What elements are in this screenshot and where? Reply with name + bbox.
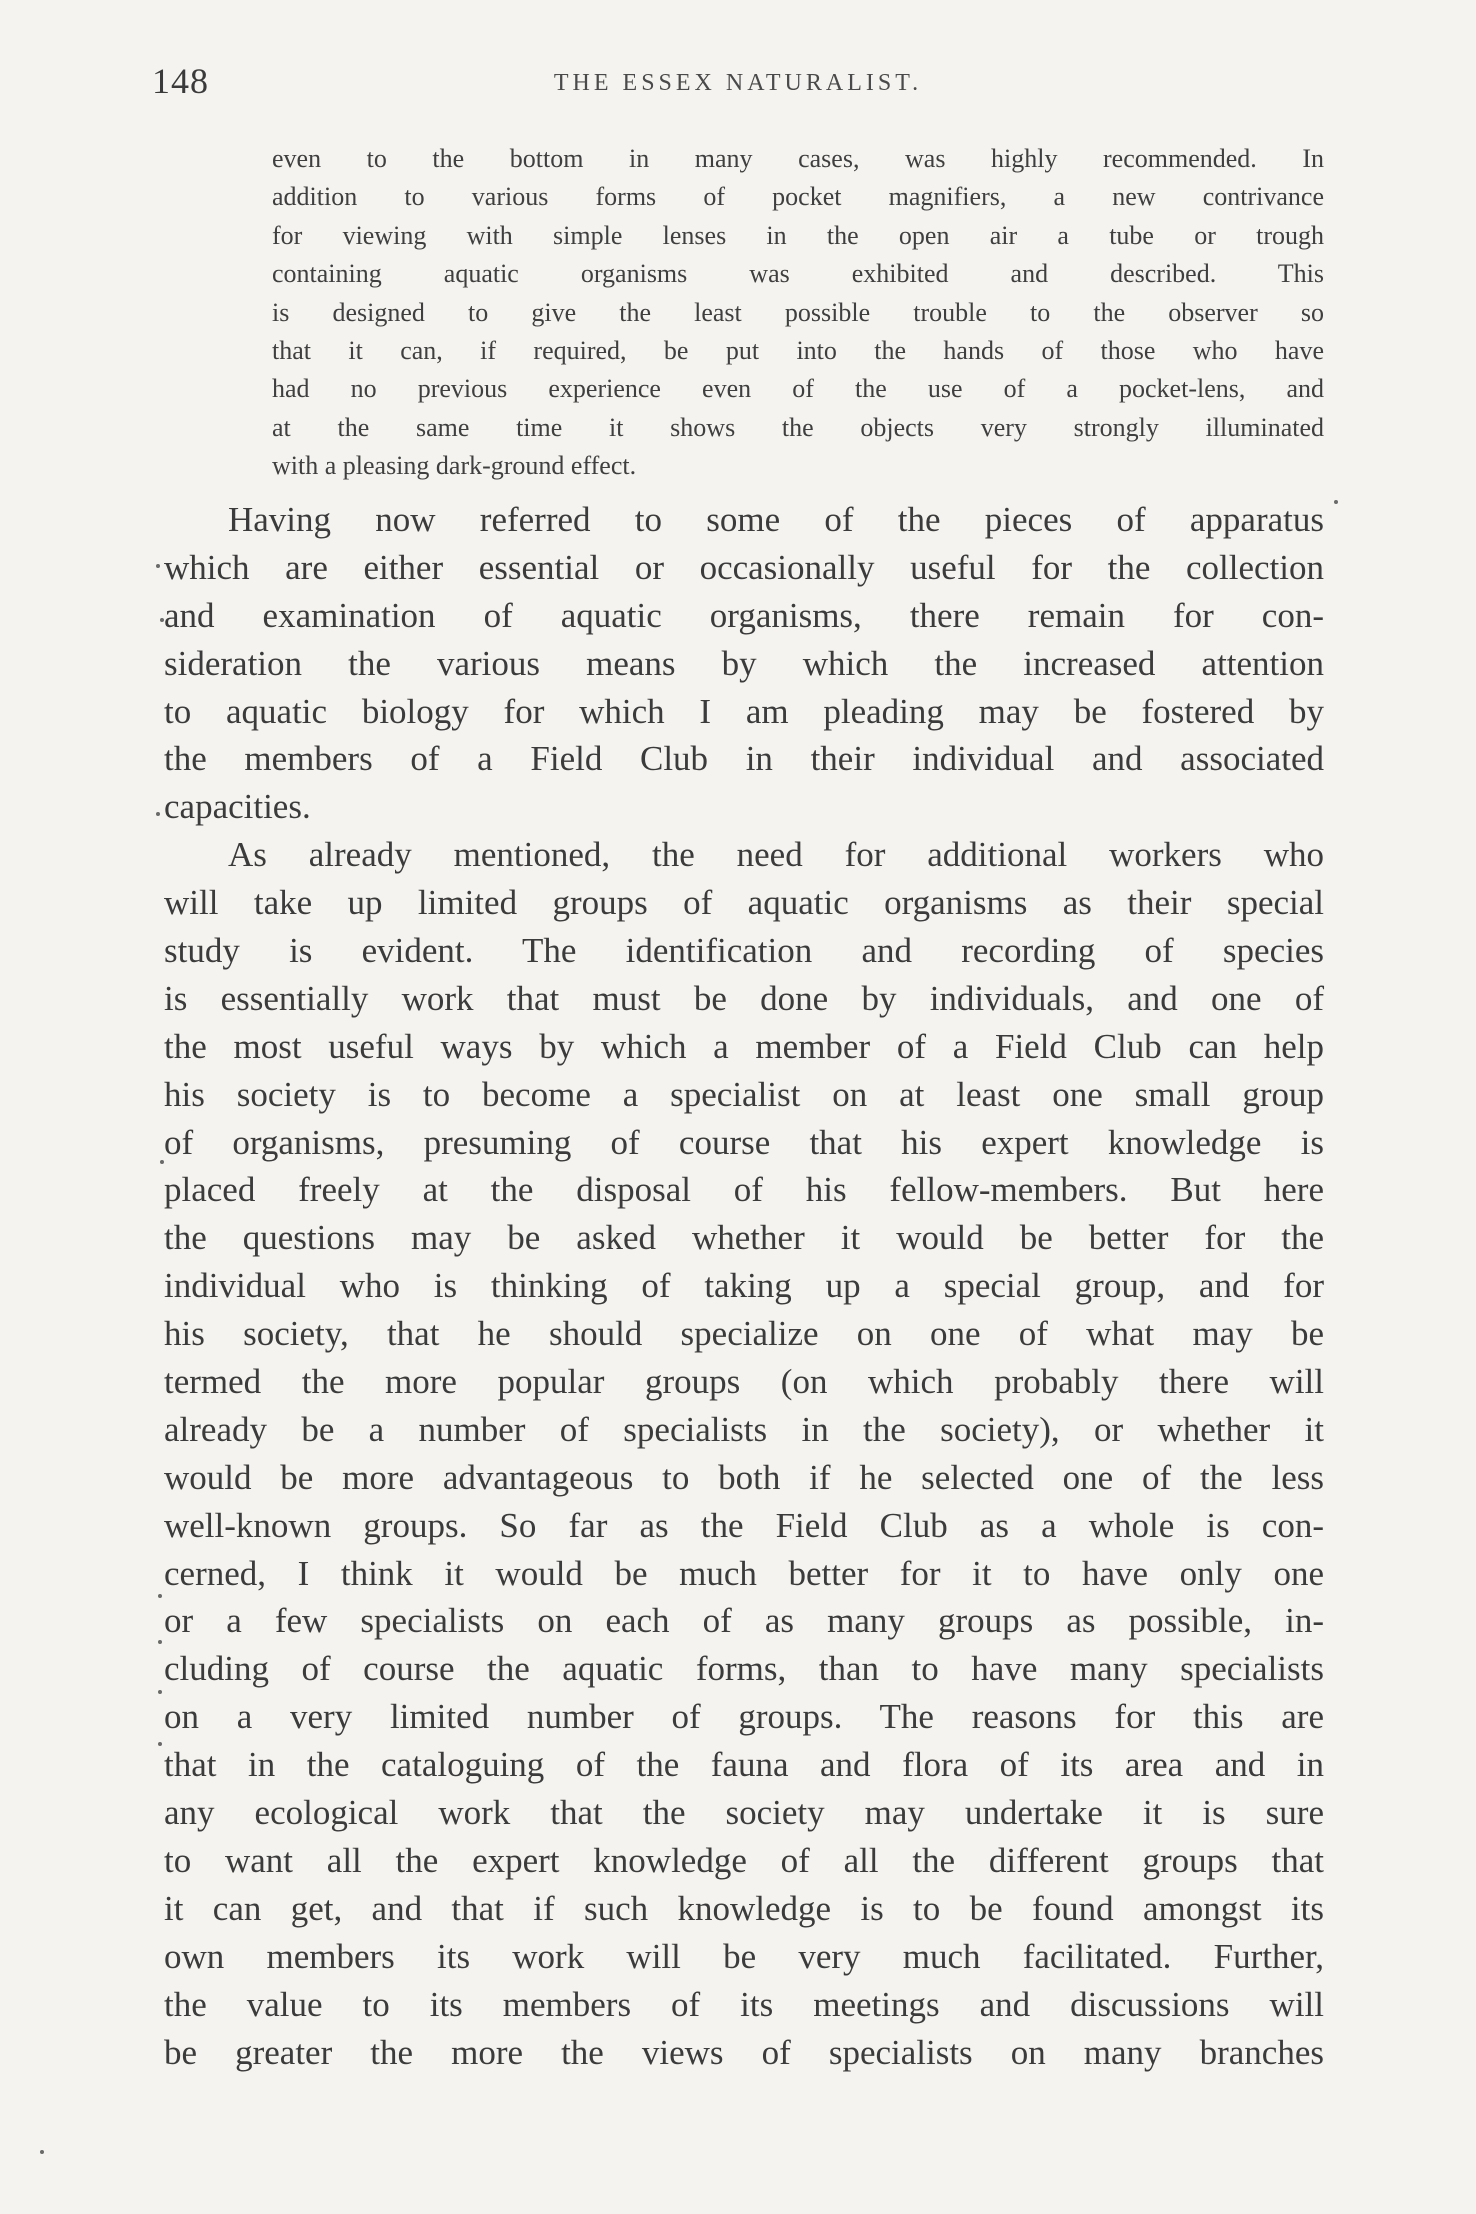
text-line: containing aquatic organisms was exhibited and described. This: [272, 259, 1324, 289]
margin-speck: [160, 1160, 164, 1164]
text-line: will take up limited groups of aquatic organisms as their special: [164, 883, 1324, 923]
margin-speck: [156, 564, 160, 568]
text-line: to want all the expert knowledge of all the different groups that: [164, 1840, 1324, 1880]
text-line: that in the cataloguing of the fauna and flora of its area and in: [164, 1745, 1324, 1785]
text-line: well-known groups. So far as the Field Club as a whole is con-: [164, 1505, 1324, 1545]
text-line: placed freely at the disposal of his fellow-members. But here: [164, 1170, 1324, 1210]
text-line: or a few specialists on each of as many groups as possible, in-: [164, 1601, 1324, 1641]
margin-speck: [156, 812, 160, 816]
text-line: at the same time it shows the objects very strongly illuminated: [272, 412, 1324, 442]
margin-speck: [158, 1742, 162, 1746]
text-line: and examination of aquatic organisms, there remain for con-: [164, 595, 1324, 635]
body-text: [164, 496, 1324, 2076]
text-line: it can get, and that if such knowledge is to be found amongst its: [164, 1888, 1324, 1928]
text-line: be greater the more the views of specialists on many branches: [164, 2032, 1324, 2072]
small-type-paragraph: [272, 140, 1324, 486]
margin-speck: [158, 1594, 162, 1598]
text-line: his society is to become a specialist on at least one small group: [164, 1074, 1324, 1114]
text-line: cluding of course the aquatic forms, than to have many specialists: [164, 1649, 1324, 1689]
margin-speck: [158, 1640, 162, 1644]
text-line: any ecological work that the society may undertake it is sure: [164, 1793, 1324, 1833]
text-line: his society, that he should specialize on one of what may be: [164, 1314, 1324, 1354]
text-line: study is evident. The identification and recording of species: [164, 931, 1324, 971]
text-line: which are either essential or occasionally useful for the collection: [164, 547, 1324, 587]
text-line: own members its work will be very much facilitated. Further,: [164, 1936, 1324, 1976]
text-line: addition to various forms of pocket magnifiers, a new contrivance: [272, 182, 1324, 212]
margin-speck: [1334, 500, 1338, 504]
text-line: had no previous experience even of the use of a pocket-lens, and: [272, 374, 1324, 404]
text-line: the most useful ways by which a member of a Field Club can help: [164, 1026, 1324, 1066]
text-line: the questions may be asked whether it would be better for the: [164, 1218, 1324, 1258]
text-line: would be more advantageous to both if he selected one of the less: [164, 1457, 1324, 1497]
text-line: sideration the various means by which the increased attention: [164, 643, 1324, 683]
running-title: THE ESSEX NATURALIST.: [553, 70, 923, 96]
text-line: with a pleasing dark-ground effect.: [272, 451, 637, 481]
text-line: the members of a Field Club in their individual and associated: [164, 739, 1324, 779]
text-line: is designed to give the least possible trouble to the observer so: [272, 297, 1324, 327]
text-line: termed the more popular groups (on which probably there will: [164, 1362, 1324, 1402]
text-line: of organisms, presuming of course that his expert knowledge is: [164, 1122, 1324, 1162]
paragraph-last-line: capacities.: [164, 787, 311, 827]
text-line: to aquatic biology for which I am pleading may be fostered by: [164, 691, 1324, 731]
text-line: individual who is thinking of taking up a special group, and for: [164, 1266, 1324, 1306]
text-line: is essentially work that must be done by individuals, and one of: [164, 978, 1324, 1018]
margin-speck: [160, 618, 164, 622]
paragraph-first-line: As already mentioned, the need for additional workers who: [228, 835, 1324, 875]
margin-speck: [40, 2150, 44, 2154]
margin-speck: [158, 1690, 162, 1694]
text-line: even to the bottom in many cases, was highly recommended. In: [272, 144, 1324, 173]
text-line: for viewing with simple lenses in the open air a tube or trough: [272, 220, 1324, 250]
text-line: on a very limited number of groups. The reasons for this are: [164, 1697, 1324, 1737]
text-line: that it can, if required, be put into the hands of those who have: [272, 335, 1324, 365]
text-line: already be a number of specialists in the society), or whether it: [164, 1409, 1324, 1449]
paragraph-first-line: Having now referred to some of the pieces of apparatus: [228, 500, 1324, 539]
page-number: 148: [152, 61, 209, 101]
text-line: the value to its members of its meetings and discussions will: [164, 1984, 1324, 2024]
text-line: cerned, I think it would be much better for it to have only one: [164, 1553, 1324, 1593]
